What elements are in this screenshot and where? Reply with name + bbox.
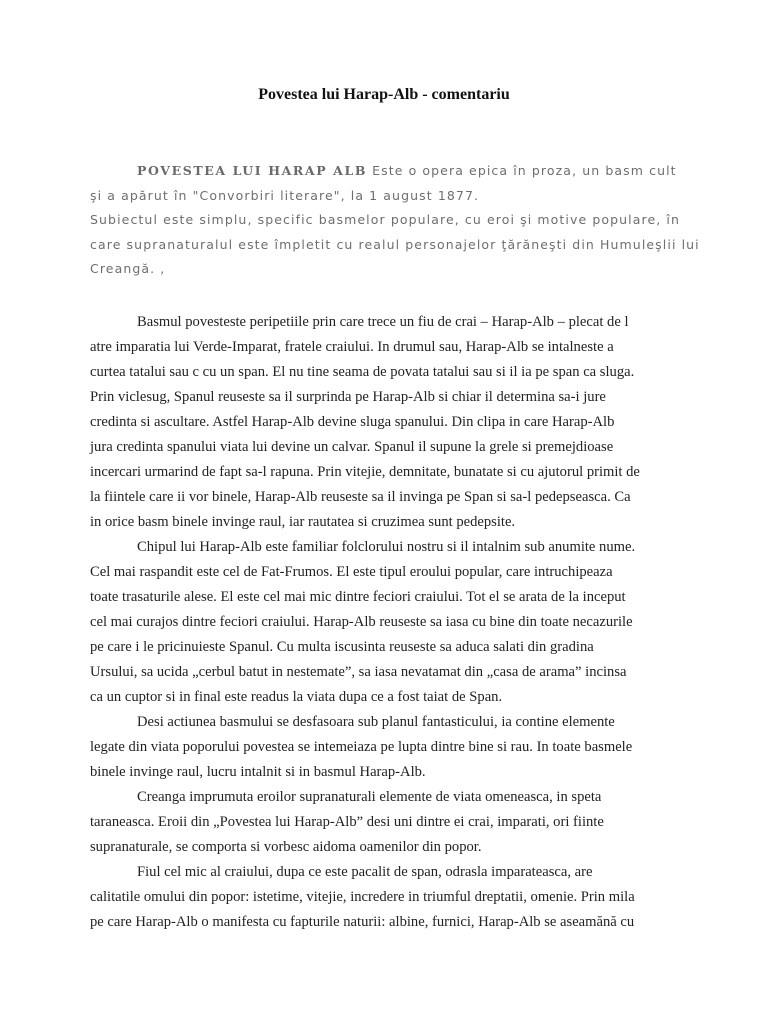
body-line: Cel mai raspandit este cel de Fat-Frumos. El este tipul eroului popular, care intruchipeaza xyxy=(90,564,613,580)
body-line: pe care i le pricinuieste Spanul. Cu multa iscusinta reuseste sa aduca salati din gradina xyxy=(90,639,594,655)
body-line: jura credinta spanului viata lui devine un calvar. Spanul il supune la grele si premejdioase xyxy=(90,439,614,455)
body-line: atre imparatia lui Verde-Imparat, fratele craiului. In drumul sau, Harap-Alb se intalneste a xyxy=(90,339,614,355)
body-line: binele invinge raul, lucru intalnit si in basmul Harap-Alb. xyxy=(90,764,426,780)
body-line: la fiintele care ii vor binele, Harap-Alb reuseste sa il invinga pe Span si sa-l pedepseasca. Ca xyxy=(90,489,631,505)
intro-line-3: Subiectul este simplu, specific basmelor populare, cu eroi şi motive populare, în xyxy=(90,212,680,227)
body-line: Creanga imprumuta eroilor supranaturali elemente de viata omeneasca, in speta xyxy=(137,789,602,805)
body-line: toate trasaturile alese. El este cel mai mic dintre feciori craiului. Tot el se arata de la inceput xyxy=(90,589,626,605)
document-title: Povestea lui Harap-Alb - comentariu xyxy=(258,86,510,103)
body-line: incercari urmarind de fapt sa-l rapuna. Prin vitejie, demnitate, bunatate si cu ajutorul primit de xyxy=(90,464,640,480)
intro-line-4: care supranaturalul este împletit cu realul personajelor ţărăneşti din Humuleşlii lui xyxy=(90,236,700,252)
body-line: Fiul cel mic al craiului, dupa ce este pacalit de span, odrasla imparateasca, are xyxy=(137,864,593,880)
intro-line-5: Creangă. , xyxy=(90,261,166,276)
body-line: curtea tatalui sau c cu un span. El nu tine seama de povata tatalui sau si il ia pe span ca sluga. xyxy=(90,364,635,380)
body-line: Prin viclesug, Spanul reuseste sa il surprinda pe Harap-Alb si chiar il determina sa-i jure xyxy=(90,389,606,405)
body-line: in orice basm binele invinge raul, iar rautatea si cruzimea sunt pedepsite. xyxy=(90,514,516,530)
body-line: calitatile omului din popor: istetime, vitejie, incredere in triumful dreptatii, omenie. Prin mila xyxy=(90,889,635,905)
body-line: Desi actiunea basmului se desfasoara sub planul fantasticului, ia contine elemente xyxy=(137,714,615,730)
body-line: Ursului, sa ucida „cerbul batut in nestemate”, sa iasa nevatamat din „casa de arama” incinsa xyxy=(90,664,627,680)
body-line: legate din viata poporului povestea se intemeiaza pe lupta dintre bine si rau. In toate basmele xyxy=(90,739,633,755)
body-line: cel mai curajos dintre feciori craiului. Harap-Alb reuseste sa iasa cu bine din toate necazurile xyxy=(90,614,633,630)
body-line: taraneasca. Eroii din „Povestea lui Harap-Alb” desi uni dintre ei crai, imparati, ori fiinte xyxy=(90,814,604,830)
body-line: supranaturale, se comporta si vorbesc aidoma oamenilor din popor. xyxy=(90,839,482,855)
intro-lead-text: POVESTEA LUI HARAP ALB xyxy=(137,163,368,178)
body-line: pe care Harap-Alb o manifesta cu fapturile naturii: albine, furnici, Harap-Alb se aseamănă cu xyxy=(90,914,635,930)
intro-line-2: şi a apărut în "Convorbiri literare", la 1 august 1877. xyxy=(90,187,480,203)
body-line: ca un cuptor si in final este readus la viata dupa ce a fost taiat de Span. xyxy=(90,689,503,705)
intro-line-1 xyxy=(90,159,685,184)
intro-paragraph xyxy=(90,159,700,282)
document-body xyxy=(90,310,690,935)
body-line: Basmul povesteste peripetiile prin care trece un fiu de crai – Harap-Alb – plecat de l xyxy=(137,314,629,330)
body-line: Chipul lui Harap-Alb este familiar folclorului nostru si il intalnim sub anumite nume. xyxy=(137,539,636,555)
intro-line-1-text: Este o opera epica în proza, un basm cult xyxy=(367,163,677,178)
body-line: credinta si ascultare. Astfel Harap-Alb devine sluga spanului. Din clipa in care Harap-Alb xyxy=(90,414,615,430)
